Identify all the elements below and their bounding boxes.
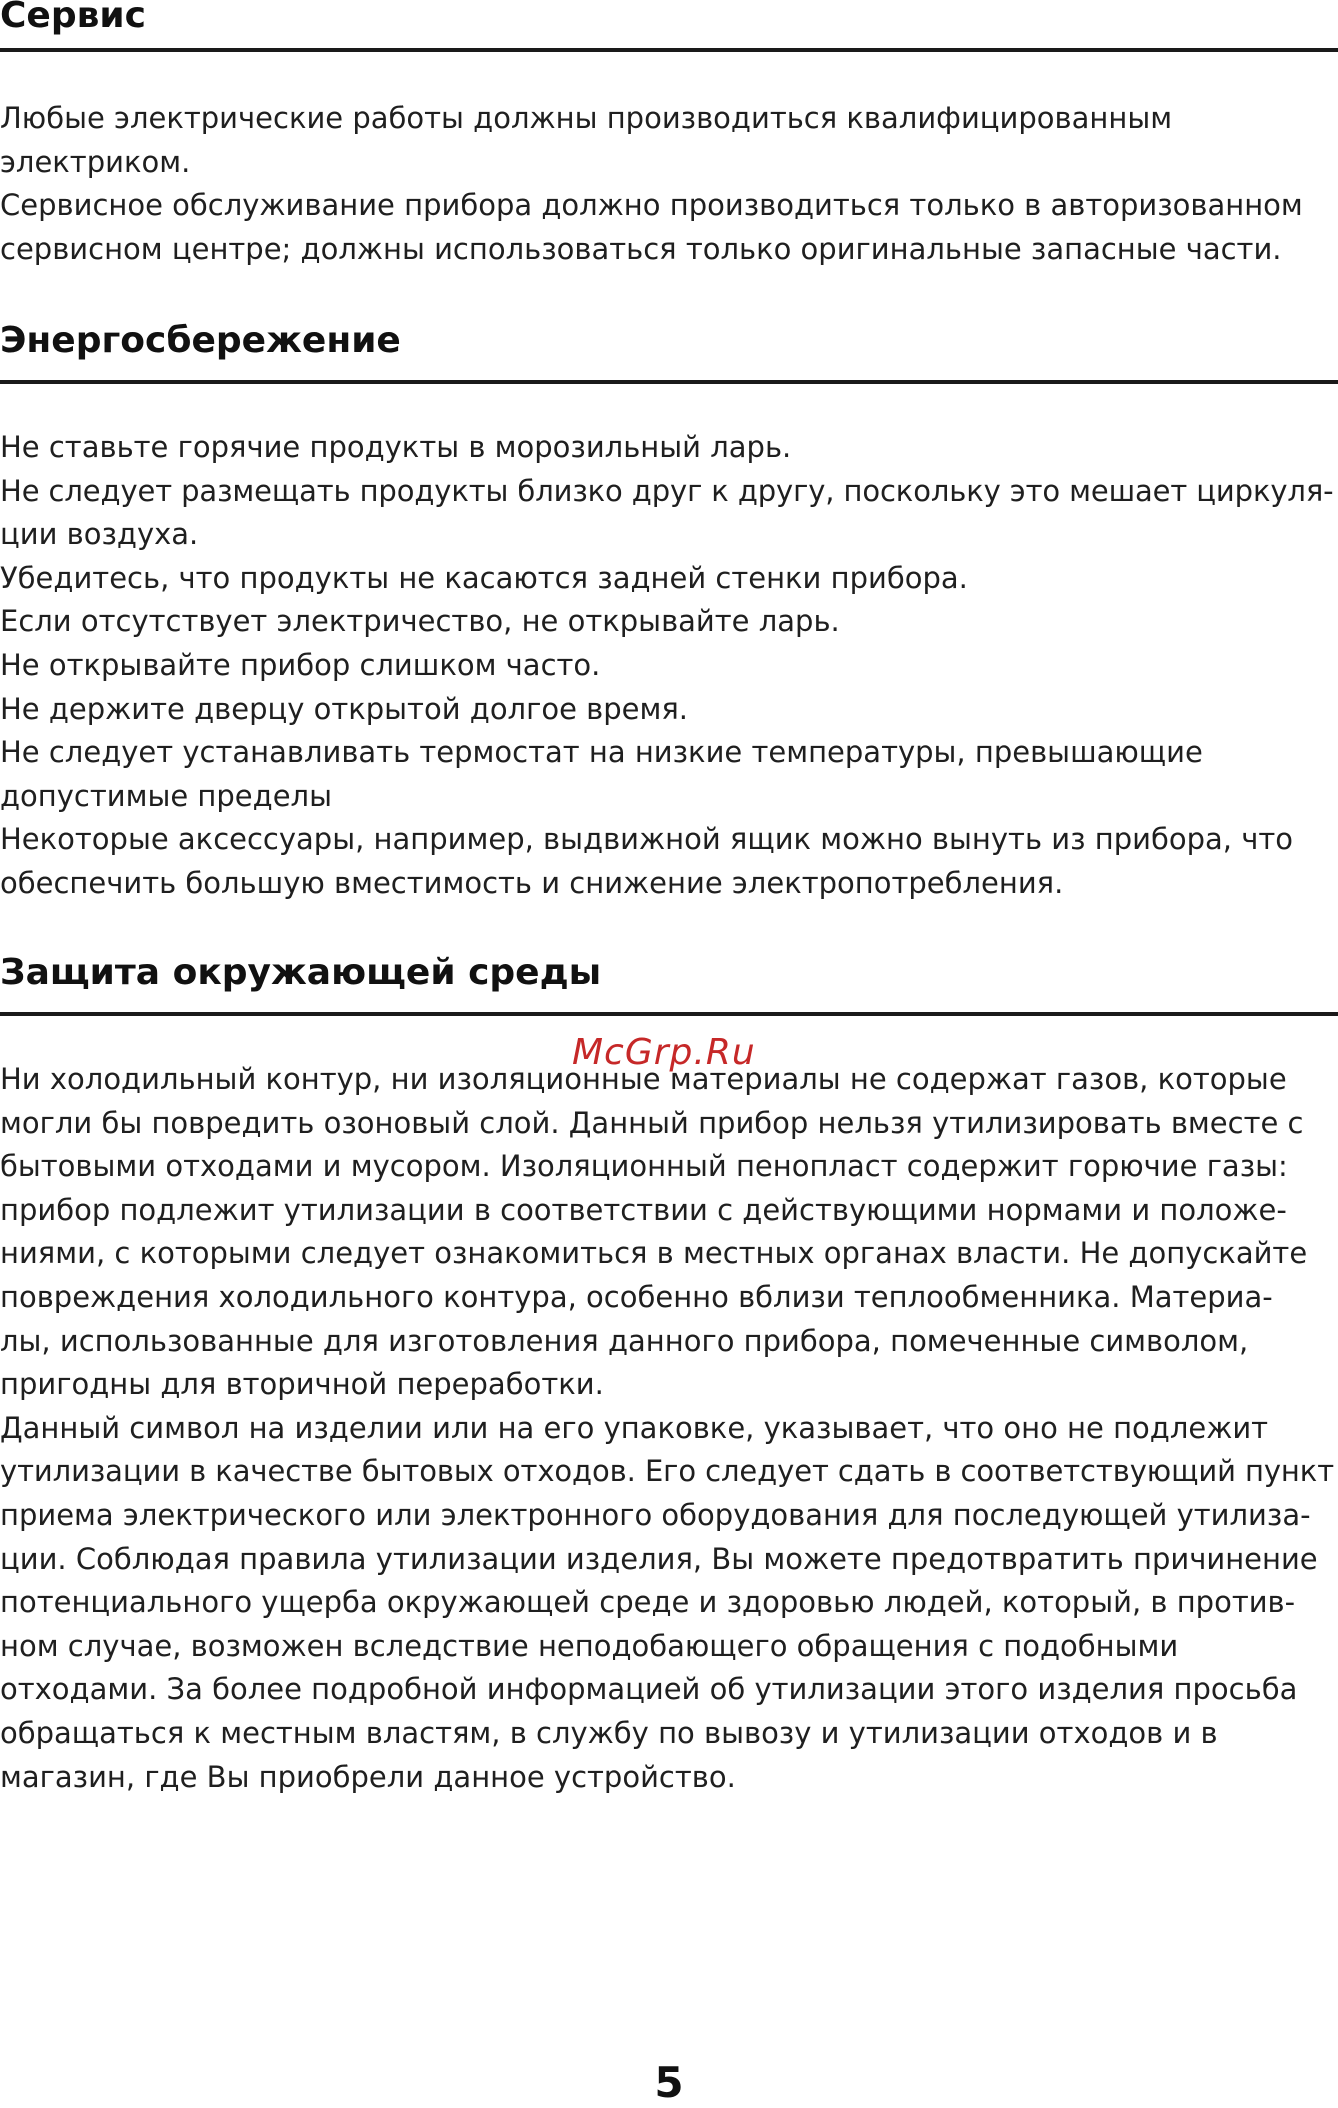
text-line: приема электрического или электронного оборудования для последующей утилиза- <box>0 1497 1311 1532</box>
section-title-service: Сервис <box>0 0 146 36</box>
text-line: Ни холодильный контур, ни изоляционные материалы не содержат газов, которые <box>0 1062 1287 1096</box>
text-line: Данный символ на изделии или на его упаковке, указывает, что оно не подлежит <box>0 1410 1269 1445</box>
text-line: Сервисное обслуживание прибора должно производиться только в авторизованном <box>0 188 1303 223</box>
text-line: Любые электрические работы должны производиться квалифицированным <box>0 101 1173 135</box>
section-divider <box>0 380 1338 384</box>
watermark-text: McGrp.Ru <box>572 1032 756 1073</box>
text-line: Не следует размещать продукты близко друг к другу, поскольку это мешает циркуля- <box>0 473 1334 508</box>
text-line: ции. Соблюдая правила утилизации изделия, Вы можете предотвратить причинение <box>0 1541 1318 1576</box>
section-body-energy-saving <box>0 426 1338 906</box>
text-line: пригодны для вторичной переработки. <box>0 1367 604 1402</box>
text-line: обеспечить большую вместимость и снижение электропотребления. <box>0 865 1064 900</box>
text-line: ниями, с которыми следует ознакомиться в местных органах власти. Не допускайте <box>0 1236 1308 1271</box>
text-line: сервисном центре; должны использоваться только оригинальные запасные части. <box>0 231 1282 266</box>
text-line: электриком. <box>0 144 191 179</box>
text-line: Убедитесь, что продукты не касаются задней стенки прибора. <box>0 560 968 595</box>
section-divider <box>0 48 1338 52</box>
text-line: Не следует устанавливать термостат на низкие температуры, превышающие <box>0 735 1203 770</box>
text-line: лы, использованные для изготовления данного прибора, помеченные символом, <box>0 1323 1249 1358</box>
section-environment <box>0 953 1338 1799</box>
text-line: утилизации в качестве бытовых отходов. Его следует сдать в соответствующий пункт <box>0 1454 1335 1489</box>
text-line: бытовыми отходами и мусором. Изоляционный пенопласт содержит горючие газы: <box>0 1149 1288 1184</box>
text-line: ции воздуха. <box>0 517 199 552</box>
text-line: Некоторые аксессуары, например, выдвижной ящик можно вынуть из прибора, что <box>0 822 1293 857</box>
text-line: магазин, где Вы приобрели данное устройство. <box>0 1759 736 1794</box>
section-title-environment: Защита окружающей среды <box>0 952 602 993</box>
text-line: отходами. За более подробной информацией об утилизации этого изделия просьба <box>0 1672 1298 1707</box>
section-body-environment <box>0 1058 1338 1799</box>
text-line: ном случае, возможен вследствие неподобающего обращения с подобными <box>0 1628 1179 1663</box>
text-line: обращаться к местным властям, в службу по вывозу и утилизации отходов и в <box>0 1715 1218 1750</box>
text-line: Не держите дверцу открытой долгое время. <box>0 691 689 726</box>
section-divider <box>0 1012 1338 1016</box>
section-title-energy-saving: Энергосбережение <box>0 320 401 361</box>
text-line: Не открывайте прибор слишком часто. <box>0 647 601 682</box>
section-service <box>0 0 1338 271</box>
section-energy-saving <box>0 321 1338 906</box>
text-line: прибор подлежит утилизации в соответствии с действующими нормами и положе- <box>0 1192 1287 1227</box>
section-body-service <box>0 97 1338 271</box>
text-line: могли бы повредить озоновый слой. Данный прибор нельзя утилизировать вместе с <box>0 1105 1304 1140</box>
text-line: повреждения холодильного контура, особенно вблизи теплообменника. Материа- <box>0 1279 1273 1314</box>
text-line: допустимые пределы <box>0 778 332 813</box>
text-line: Если отсутствует электричество, не открывайте ларь. <box>0 604 840 639</box>
text-line: потенциального ущерба окружающей среде и здоровью людей, который, в против- <box>0 1585 1296 1620</box>
text-line: Не ставьте горячие продукты в морозильный ларь. <box>0 430 792 464</box>
page-number: 5 <box>654 2058 684 2107</box>
